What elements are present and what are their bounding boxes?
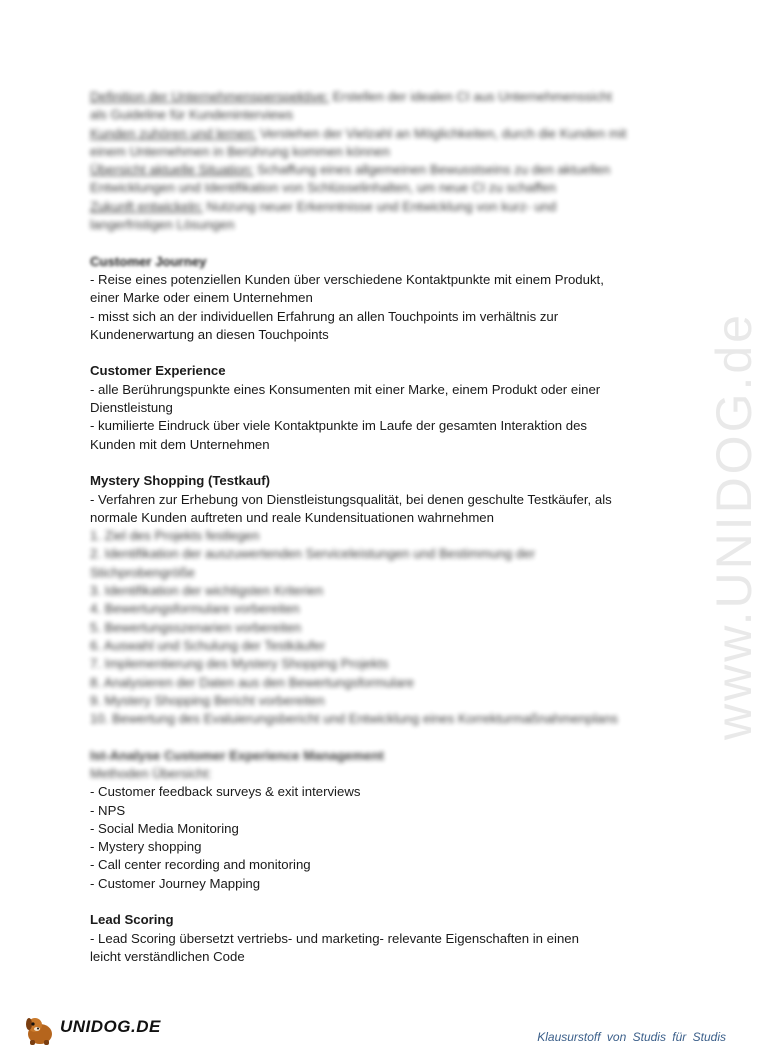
section-line: Dienstleistung xyxy=(90,400,173,416)
list-item: - Social Media Monitoring xyxy=(90,820,239,836)
lead-scoring-section xyxy=(90,911,660,966)
customer-journey-section xyxy=(90,253,660,344)
intro-term: Definition der Unternehmensperspektive: xyxy=(90,89,329,104)
intro-line xyxy=(90,88,660,106)
list-item: Stichprobengröße xyxy=(90,564,195,580)
intro-text: Verstehen der Vielzahl an Möglichkeiten, durch die Kunden mit xyxy=(256,125,627,141)
intro-line xyxy=(90,161,660,179)
intro-line xyxy=(90,216,660,234)
footer-tagline: Klausurstoff von Studis für Studis xyxy=(537,1030,726,1044)
list-item: - Customer Journey Mapping xyxy=(90,875,261,891)
list-item: - Mystery shopping xyxy=(90,839,202,855)
list-item: 3. Identifikation der wichtigsten Kriterien xyxy=(90,583,324,599)
watermark-text: www.UNIDOG.de xyxy=(706,312,762,740)
unidog-logo xyxy=(22,1012,162,1048)
intro-text: Schaffung eines allgemeinen Bewusstseins zu den aktuellen xyxy=(253,162,611,178)
section-line: - alle Berührungspunkte eines Konsumenten mit einer Marke, einem Produkt oder einer xyxy=(90,381,601,397)
section-subheading: Methoden Übersicht: xyxy=(90,765,212,781)
list-item: 8. Analysieren der Daten aus den Bewertungsformulare xyxy=(90,674,415,690)
document-body xyxy=(90,88,660,966)
section-line: - misst sich an der individuellen Erfahrung an allen Touchpoints im verhältnis zur xyxy=(90,308,559,324)
list-item: - Call center recording and monitoring xyxy=(90,857,311,873)
section-line: - Lead Scoring übersetzt vertriebs- und marketing- relevante Eigenschaften in einen xyxy=(90,930,579,946)
section-line: Kundenerwartung an diesen Touchpoints xyxy=(90,326,329,342)
section-line: einer Marke oder einem Unternehmen xyxy=(90,290,313,306)
list-item: 4. Bewertungsformulare vorbereiten xyxy=(90,601,300,617)
list-item: 6. Auswahl und Schulung der Testkäufer xyxy=(90,637,326,653)
section-line: leicht verständlichen Code xyxy=(90,948,245,964)
section-heading: Mystery Shopping (Testkauf) xyxy=(90,473,271,489)
intro-text: langerfristigen Lösungen xyxy=(90,217,235,233)
section-line: - Verfahren zur Erhebung von Dienstleistungsqualität, bei denen geschulte Testkäufer, als xyxy=(90,491,612,507)
intro-line xyxy=(90,125,660,143)
intro-text: Entwicklungen und Identifikation von Schlüsselinhalten, um neue CI zu schaffen xyxy=(90,180,557,196)
intro-text: einem Unternehmen in Berührung kommen können xyxy=(90,143,390,159)
list-item: 5. Bewertungsszenarien vorbereiten xyxy=(90,619,302,635)
section-heading: Ist-Analyse Customer Experience Management xyxy=(90,747,384,763)
intro-text: als Guideline für Kundeninterviews xyxy=(90,107,294,123)
section-line: - Reise eines potenziellen Kunden über verschiedene Kontaktpunkte mit einem Produkt, xyxy=(90,271,604,287)
intro-term: Übersicht aktuelle Situation: xyxy=(90,162,254,178)
list-item: 2. Identifikation der auszuwertenden Serviceleistungen und Bestimmung der xyxy=(90,546,535,562)
list-item: 7. Implementierung des Mystery Shopping Projekts xyxy=(90,656,389,672)
intro-section xyxy=(90,88,660,234)
dog-icon xyxy=(22,1012,58,1048)
logo-text: UNIDOG.DE xyxy=(60,1017,161,1036)
intro-text: Nutzung neuer Erkenntnisse und Entwicklung von kurz- und xyxy=(202,198,557,214)
cem-analysis-section xyxy=(90,747,660,893)
intro-line xyxy=(90,143,660,161)
intro-line xyxy=(90,198,660,216)
intro-line xyxy=(90,179,660,197)
list-item: - Customer feedback surveys & exit interviews xyxy=(90,784,361,800)
list-item: 1. Ziel des Projekts festlegen xyxy=(90,528,260,544)
section-heading: Lead Scoring xyxy=(90,912,174,928)
mystery-shopping-section xyxy=(90,472,660,728)
intro-term: Zukunft entwickeln: xyxy=(90,198,203,214)
intro-term: Kunden zuhören und lernen: xyxy=(90,125,257,141)
intro-text: Erstellen der idealen CI aus Unternehmenssicht xyxy=(328,89,612,104)
mystery-steps-list xyxy=(90,527,660,728)
section-heading: Customer Journey xyxy=(90,253,207,269)
list-item: - NPS xyxy=(90,802,126,818)
section-line: - kumilierte Eindruck über viele Kontaktpunkte im Laufe der gesamten Interaktion des xyxy=(90,418,587,434)
section-line: Kunden mit dem Unternehmen xyxy=(90,436,270,452)
intro-line xyxy=(90,106,660,124)
section-line: normale Kunden auftreten und reale Kundensituationen wahrnehmen xyxy=(90,509,494,525)
section-heading: Customer Experience xyxy=(90,363,226,379)
list-item: 9. Mystery Shopping Bericht vorbereiten xyxy=(90,692,325,708)
list-item: 10. Bewertung des Evaluierungsbericht und Entwicklung eines Korrekturmaßnahmenplans xyxy=(90,711,618,727)
customer-experience-section xyxy=(90,362,660,453)
